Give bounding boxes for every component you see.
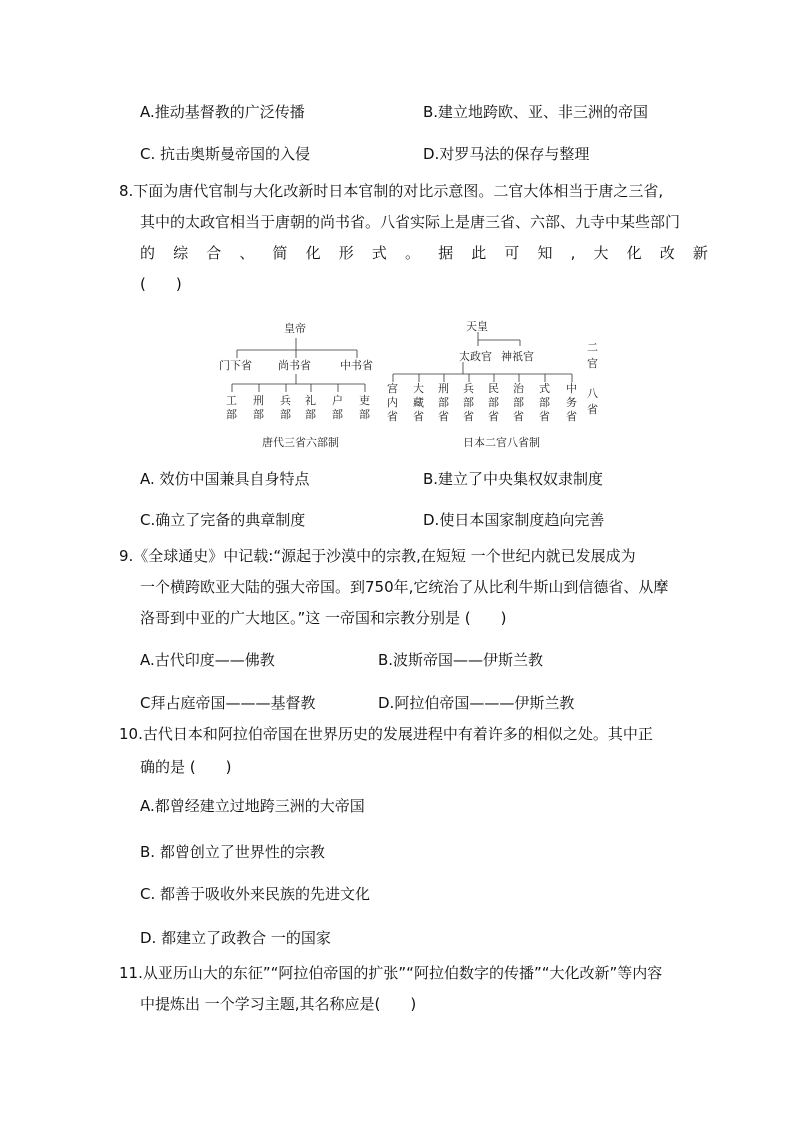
q8-option-b: B.建立了中央集权奴隶制度 xyxy=(423,470,604,488)
q9-stem-line-3: 洛哥到中亚的广大地区。”这 一帝国和宗教分别是 ( ) xyxy=(140,609,507,627)
tang-menxia-sheng: 门下省 xyxy=(219,359,252,372)
japan-kunai-sho: 宫内省 xyxy=(387,382,398,423)
tang-hu-bu: 户部 xyxy=(332,394,343,421)
tang-li-bu: 礼部 xyxy=(305,394,316,421)
tang-gong-bu: 工部 xyxy=(226,394,237,421)
q9-option-d: D.阿拉伯帝国———伊斯兰教 xyxy=(378,694,575,712)
q8-option-c: C.确立了完备的典章制度 xyxy=(140,511,306,529)
q8-option-a: A. 效仿中国兼具自身特点 xyxy=(140,470,310,488)
japan-emperor: 天皇 xyxy=(466,320,488,333)
tang-bing-bu: 兵部 xyxy=(280,394,291,421)
japan-nakatsukasa-sho: 中务省 xyxy=(566,382,577,423)
q7-option-d: D.对罗马法的保存与整理 xyxy=(423,145,590,163)
q8-stem-line-3: 的 综 合 、 简 化 形 式 。 据 此 可 知 , 大 化 改 新 xyxy=(140,244,708,262)
japan-gyobu-sho: 刑部省 xyxy=(438,382,449,423)
q10-option-a: A.都曾经建立过地跨三洲的大帝国 xyxy=(140,797,365,815)
japan-eight-ministries-label: 八省 xyxy=(587,387,598,416)
japan-shikibu-sho: 式部省 xyxy=(539,382,550,423)
q7-option-b: B.建立地跨欧、亚、非三洲的帝国 xyxy=(423,103,649,121)
tang-zhongshu-sheng: 中书省 xyxy=(340,359,373,372)
q10-stem-line-1: 10.古代日本和阿拉伯帝国在世界历史的发展进程中有着许多的相似之处。其中正 xyxy=(119,725,653,743)
q8-stem-line-2: 其中的太政官相当于唐朝的尚书省。八省实际上是唐三省、六部、九寺中某些部门 xyxy=(140,213,681,231)
japan-jingikan: 神祇官 xyxy=(501,350,534,363)
japan-jibu-sho: 治部省 xyxy=(513,382,524,423)
tang-diagram-caption: 唐代三省六部制 xyxy=(262,436,339,449)
q8-option-d: D.使日本国家制度趋向完善 xyxy=(423,511,605,529)
q8-stem-line-1: 8.下面为唐代官制与大化改新时日本官制的对比示意图。二官大体相当于唐之三省, xyxy=(119,182,664,200)
japan-daijokan: 太政官 xyxy=(459,350,492,363)
tang-li-bu-personnel: 吏部 xyxy=(359,394,370,421)
q10-stem-line-2: 确的是 ( ) xyxy=(140,758,232,776)
tang-shangshu-sheng: 尚书省 xyxy=(278,359,311,372)
q11-stem-line-2: 中提炼出 一个学习主题,其名称应是( ) xyxy=(140,995,417,1013)
q7-option-c: C. 抗击奥斯曼帝国的入侵 xyxy=(140,145,311,163)
q9-stem-line-2: 一个横跨欧亚大陆的强大帝国。到750年,它统治了从比利牛斯山到信德省、从摩 xyxy=(140,578,669,596)
q10-option-b: B. 都曾创立了世界性的宗教 xyxy=(140,843,325,861)
q10-option-c: C. 都善于吸收外来民族的先进文化 xyxy=(140,885,371,903)
q8-answer-blank: ( ) xyxy=(140,275,182,293)
japan-two-offices-label: 二官 xyxy=(587,341,598,370)
tang-xing-bu: 刑部 xyxy=(253,394,264,421)
q11-stem-line-1: 11.从亚历山大的东征”“阿拉伯帝国的扩张”“阿拉伯数字的传播”“大化改新”等内容 xyxy=(119,964,663,982)
japan-diagram-caption: 日本二官八省制 xyxy=(463,436,540,449)
q7-option-a: A.推动基督教的广泛传播 xyxy=(140,103,305,121)
japan-okura-sho: 大藏省 xyxy=(413,382,424,423)
japan-minbu-sho: 民部省 xyxy=(488,382,499,423)
tang-emperor: 皇帝 xyxy=(284,322,306,335)
q9-option-c: C拜占庭帝国———基督教 xyxy=(140,694,316,712)
q9-option-b: B.波斯帝国——伊斯兰教 xyxy=(378,651,544,669)
q9-stem-line-1: 9.《全球通史》中记载:“源起于沙漠中的宗教,在短短 一个世纪内就已发展成为 xyxy=(119,547,636,565)
q10-option-d: D. 都建立了政教合 一的国家 xyxy=(140,929,331,947)
japan-hyobu-sho: 兵部省 xyxy=(463,382,474,423)
q9-option-a: A.古代印度——佛教 xyxy=(140,651,275,669)
